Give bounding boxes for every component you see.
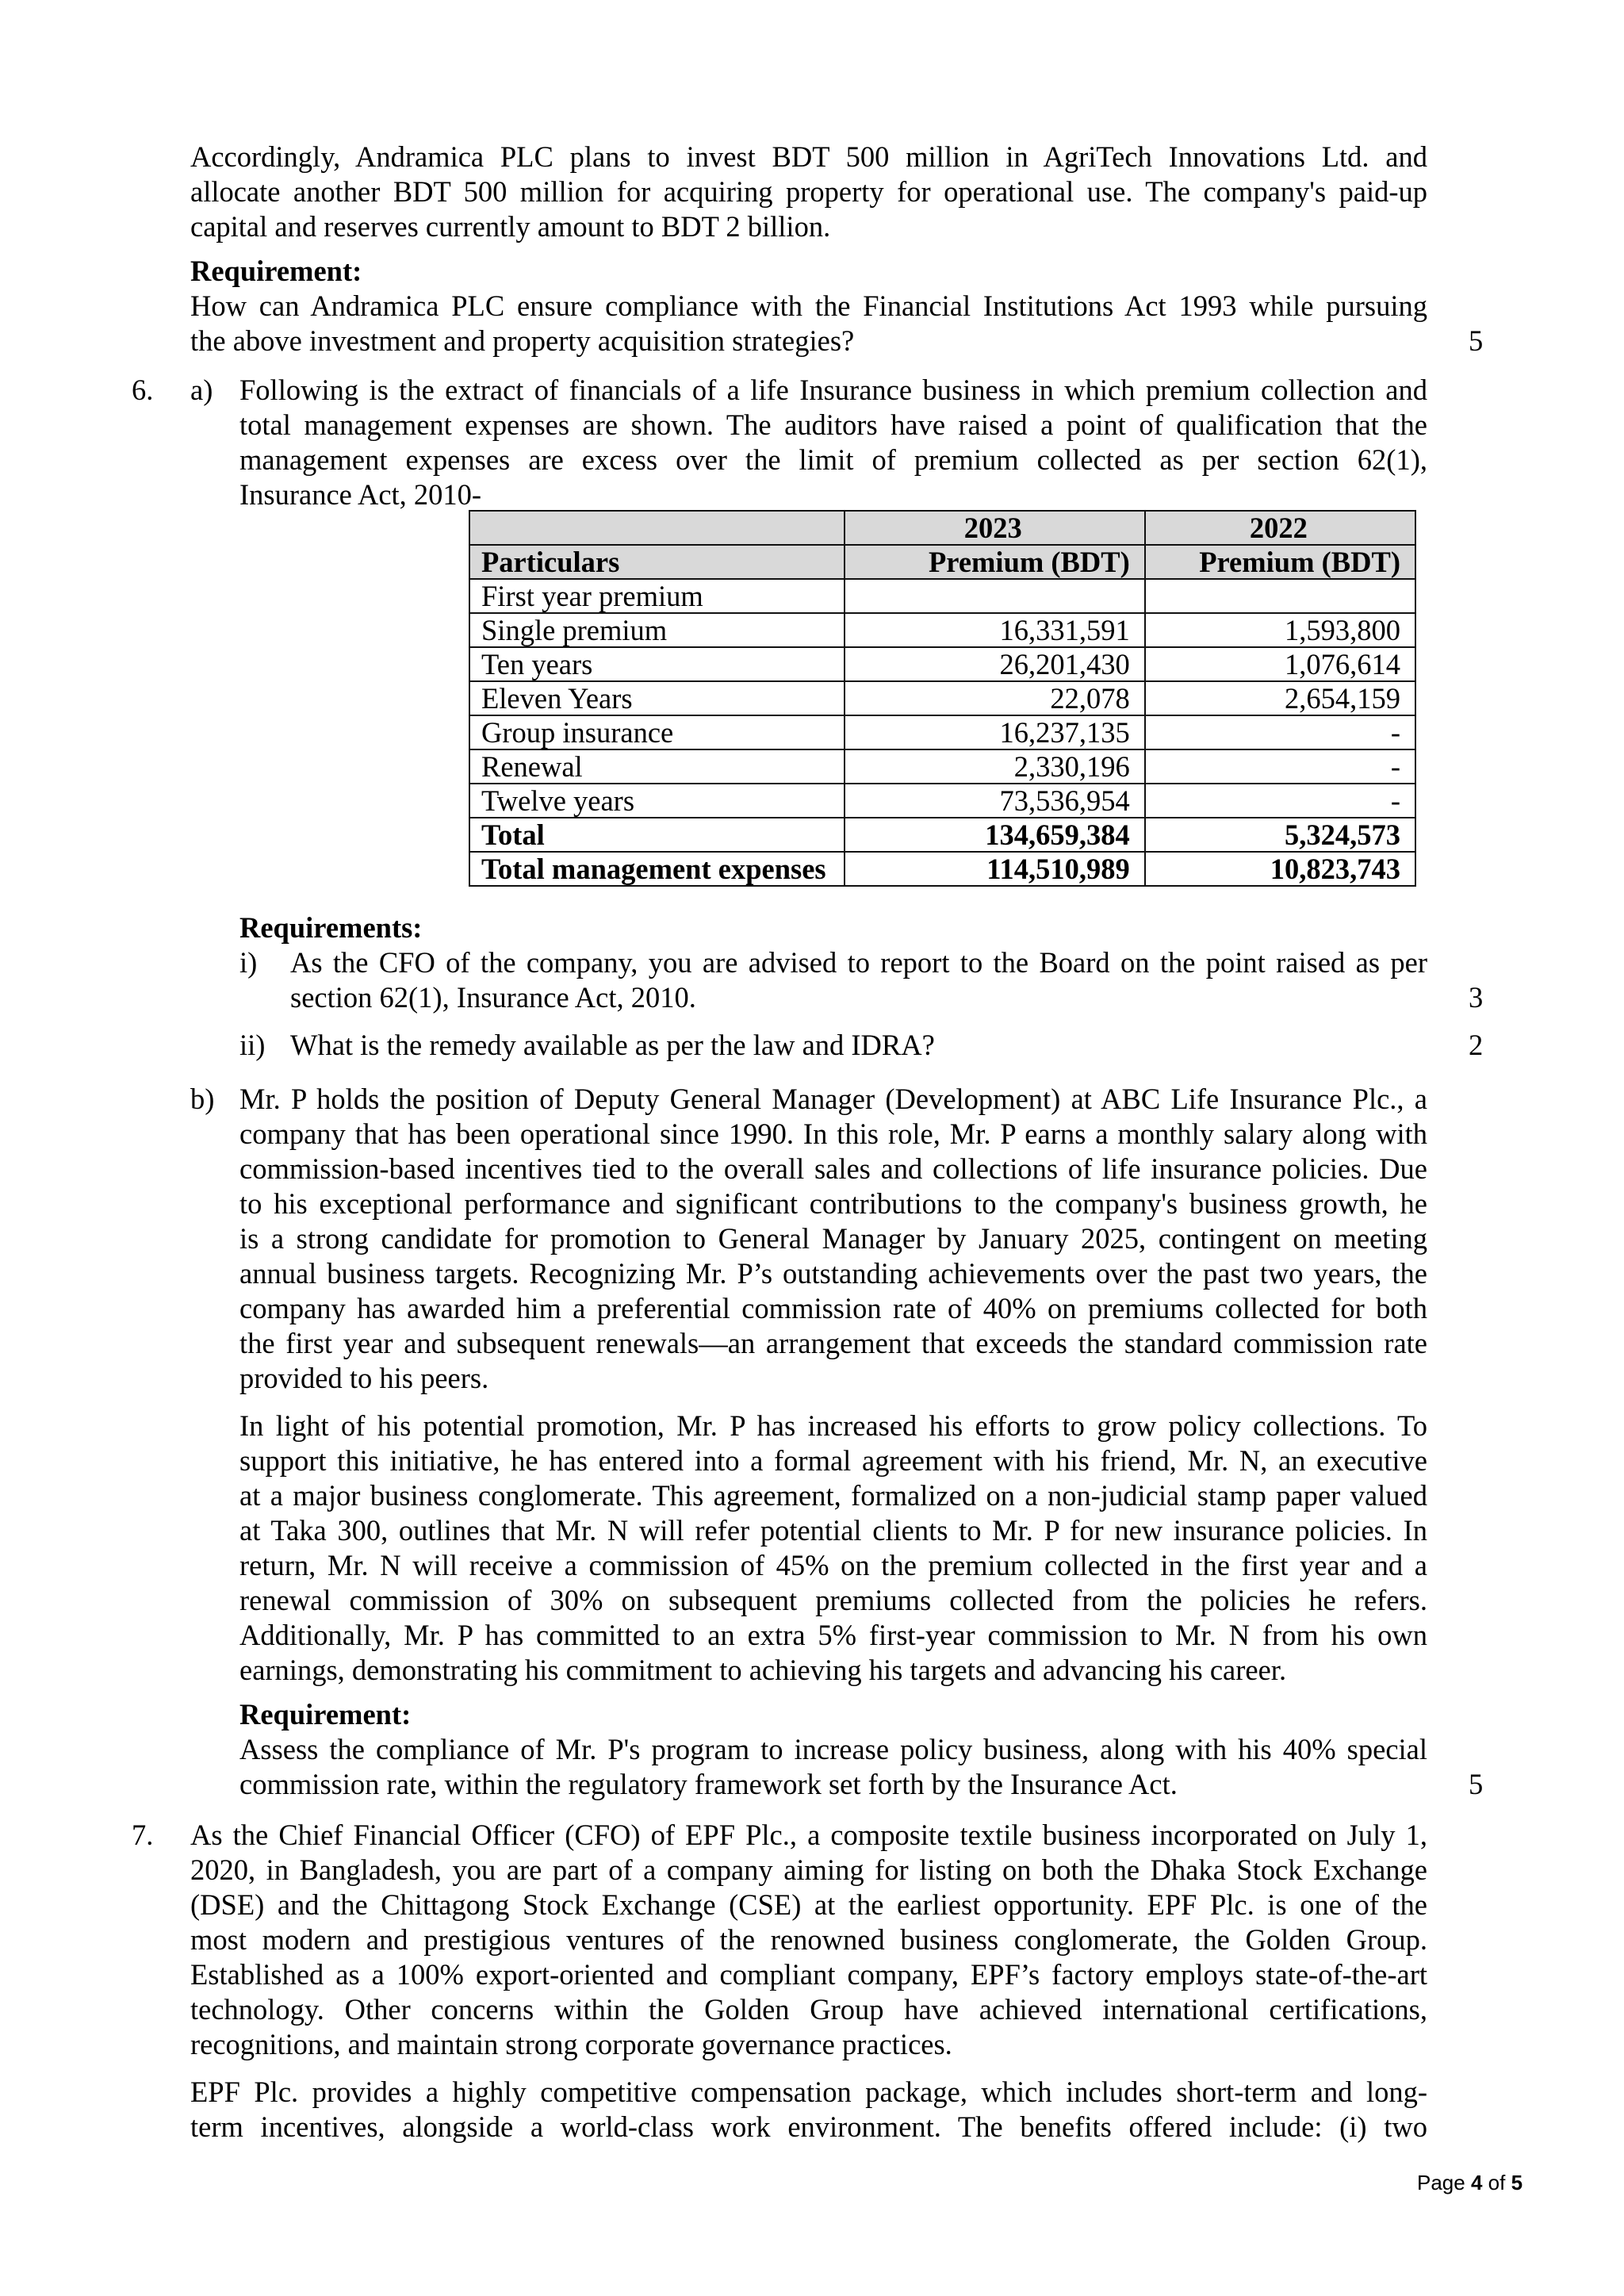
text-line: How can Andramica PLC ensure compliance with the Financial Institutions Act 1993 while pursuing: [190, 289, 1427, 322]
text-line: Accordingly, Andramica PLC plans to invest BDT 500 million in AgriTech Innovations Ltd. and: [190, 140, 1427, 173]
text-line: Established as a 100% export-oriented and compliant company, EPF’s factory employs state-of-the-art: [190, 1958, 1427, 1991]
marks: 5: [1469, 1768, 1484, 1800]
particular-cell: Total management expenses: [469, 852, 845, 886]
requirement-heading: Requirement:: [190, 255, 362, 287]
text-line: In light of his potential promotion, Mr. P has increased his efforts to grow policy collections. To: [239, 1409, 1427, 1442]
particular-cell: Total: [469, 818, 845, 852]
table-row: [469, 613, 1415, 647]
text-line: is a strong candidate for promotion to General Manager by January 2025, contingent on meeting: [239, 1222, 1427, 1255]
text-line: EPF Plc. provides a highly competitive compensation package, which includes short-term and long-: [190, 2076, 1427, 2108]
text-line: management expenses are excess over the limit of premium collected as per section 62(1),: [239, 443, 1427, 476]
value-2023-cell: 114,510,989: [845, 852, 1145, 886]
text-line: capital and reserves currently amount to BDT 2 billion.: [190, 210, 831, 243]
text-line: the first year and subsequent renewals—an arrangement that exceeds the standard commission rate: [239, 1327, 1427, 1359]
value-2023-cell: 73,536,954: [845, 784, 1145, 818]
current-page: 4: [1470, 2171, 1483, 2194]
text-line: section 62(1), Insurance Act, 2010.: [290, 981, 696, 1014]
table-header-cell: Particulars: [469, 545, 845, 579]
table-row: [469, 715, 1415, 749]
question-number: 7.: [132, 1819, 154, 1851]
marks: 5: [1469, 324, 1484, 357]
value-2022-cell: 1,076,614: [1145, 647, 1415, 681]
text-line: annual business targets. Recognizing Mr. P’s outstanding achievements over the past two years, the: [239, 1257, 1427, 1290]
total-pages: 5: [1511, 2171, 1523, 2194]
part-label: b): [190, 1083, 215, 1115]
text-line: company has awarded him a preferential commission rate of 40% on premiums collected for both: [239, 1292, 1427, 1324]
marks: 3: [1469, 981, 1484, 1014]
particular-cell: Group insurance: [469, 715, 845, 749]
table-header-cell: Premium (BDT): [845, 545, 1145, 579]
q5-paragraph: [190, 140, 1427, 244]
text-line: at a major business conglomerate. This agreement, formalized on a non-judicial stamp paper valued: [239, 1479, 1427, 1512]
part-a-intro: [239, 373, 1427, 512]
text-line: Insurance Act, 2010-: [239, 478, 482, 511]
text-line: As the CFO of the company, you are advised to report to the Board on the point raised as per: [290, 946, 1427, 979]
value-2022-cell: -: [1145, 749, 1415, 784]
text-line: Mr. P holds the position of Deputy General Manager (Development) at ABC Life Insurance Plc., a: [239, 1083, 1427, 1115]
text-line: renewal commission of 30% on subsequent premiums collected from the policies he refers.: [239, 1584, 1427, 1616]
value-2023-cell: 26,201,430: [845, 647, 1145, 681]
value-2023-cell: 16,331,591: [845, 613, 1145, 647]
table-header-cell: [469, 511, 845, 545]
particular-cell: Single premium: [469, 613, 845, 647]
table-header-cell: 2023: [845, 511, 1145, 545]
text-line: most modern and prestigious ventures of the renowned business conglomerate, the Golden Group.: [190, 1923, 1427, 1956]
sub-requirement-label: ii): [239, 1029, 266, 1061]
table-header-cell: 2022: [1145, 511, 1415, 545]
part-b-paragraph-2: [239, 1409, 1427, 1688]
text-line: term incentives, alongside a world-class work environment. The benefits offered include: (i) two: [190, 2110, 1427, 2143]
particular-cell: First year premium: [469, 579, 845, 613]
value-2022-cell: 5,324,573: [1145, 818, 1415, 852]
text-line: the above investment and property acquisition strategies?: [190, 324, 855, 357]
value-2023-cell: 16,237,135: [845, 715, 1145, 749]
value-2023-cell: 22,078: [845, 681, 1145, 715]
value-2022-cell: [1145, 579, 1415, 613]
text-line: total management expenses are shown. The auditors have raised a point of qualification that the: [239, 408, 1427, 441]
page-number-footer: [1417, 2171, 1522, 2194]
sub-requirement-text: What is the remedy available as per the law and IDRA?: [290, 1029, 935, 1061]
table-header-row: [469, 511, 1415, 545]
text-line: earnings, demonstrating his commitment to achieving his targets and advancing his career.: [239, 1654, 1287, 1686]
table-row: [469, 681, 1415, 715]
text-line: allocate another BDT 500 million for acquiring property for operational use. The company's paid-up: [190, 175, 1427, 208]
page-of: of: [1488, 2171, 1506, 2194]
table-row: [469, 647, 1415, 681]
text-line: 2020, in Bangladesh, you are part of a company aiming for listing on both the Dhaka Stock Exchange: [190, 1853, 1427, 1886]
sub-requirement-text: [290, 945, 1427, 1015]
value-2022-cell: -: [1145, 784, 1415, 818]
text-line: at Taka 300, outlines that Mr. N will refer potential clients to Mr. P for new insurance policies. In: [239, 1514, 1427, 1547]
part-label: a): [190, 374, 213, 406]
text-line: (DSE) and the Chittagong Stock Exchange (CSE) at the earliest opportunity. EPF Plc. is one of the: [190, 1888, 1427, 1921]
particular-cell: Renewal: [469, 749, 845, 784]
text-line: to his exceptional performance and significant contributions to the company's business growth, he: [239, 1187, 1427, 1220]
q7-paragraph-1: [190, 1818, 1427, 2062]
text-line: Assess the compliance of Mr. P's program to increase policy business, along with his 40% special: [239, 1733, 1427, 1765]
particular-cell: Twelve years: [469, 784, 845, 818]
table-header-cell: Premium (BDT): [1145, 545, 1415, 579]
page-prefix: Page: [1417, 2171, 1465, 2194]
value-2023-cell: 134,659,384: [845, 818, 1145, 852]
particular-cell: Ten years: [469, 647, 845, 681]
value-2023-cell: [845, 579, 1145, 613]
value-2022-cell: 1,593,800: [1145, 613, 1415, 647]
q5-requirement-text: [190, 289, 1427, 358]
marks: 2: [1469, 1029, 1484, 1061]
question-number: 6.: [132, 374, 154, 406]
text-line: technology. Other concerns within the Golden Group have achieved international certifications,: [190, 1993, 1427, 2026]
requirements-heading: Requirements:: [239, 911, 423, 944]
premium-table: [469, 510, 1416, 887]
requirement-heading: Requirement:: [239, 1698, 412, 1731]
particular-cell: Eleven Years: [469, 681, 845, 715]
value-2023-cell: 2,330,196: [845, 749, 1145, 784]
table-total-row: [469, 818, 1415, 852]
text-line: provided to his peers.: [239, 1362, 489, 1394]
table-row: [469, 579, 1415, 613]
text-line: commission-based incentives tied to the overall sales and collections of life insurance policies. Due: [239, 1152, 1427, 1185]
part-b-requirement-text: [239, 1732, 1427, 1802]
text-line: support this initiative, he has entered into a formal agreement with his friend, Mr. N, an executive: [239, 1444, 1427, 1477]
text-line: company that has been operational since 1990. In this role, Mr. P earns a monthly salary along with: [239, 1117, 1427, 1150]
table-row: [469, 749, 1415, 784]
text-line: return, Mr. N will receive a commission of 45% on the premium collected in the first year and a: [239, 1549, 1427, 1581]
value-2022-cell: 2,654,159: [1145, 681, 1415, 715]
text-line: Additionally, Mr. P has committed to an extra 5% first-year commission to Mr. N from his own: [239, 1619, 1427, 1651]
part-b-paragraph-1: [239, 1082, 1427, 1396]
table-row: [469, 784, 1415, 818]
text-line: Following is the extract of financials of a life Insurance business in which premium collection and: [239, 374, 1427, 406]
text-line: recognitions, and maintain strong corporate governance practices.: [190, 2028, 952, 2060]
value-2022-cell: -: [1145, 715, 1415, 749]
table-total-row: [469, 852, 1415, 886]
q7-paragraph-2: [190, 2075, 1427, 2145]
sub-requirement-label: i): [239, 946, 258, 979]
text-line: commission rate, within the regulatory framework set forth by the Insurance Act.: [239, 1768, 1178, 1800]
value-2022-cell: 10,823,743: [1145, 852, 1415, 886]
text-line: As the Chief Financial Officer (CFO) of EPF Plc., a composite textile business incorporated on July 1,: [190, 1819, 1427, 1851]
table-header-row: [469, 545, 1415, 579]
